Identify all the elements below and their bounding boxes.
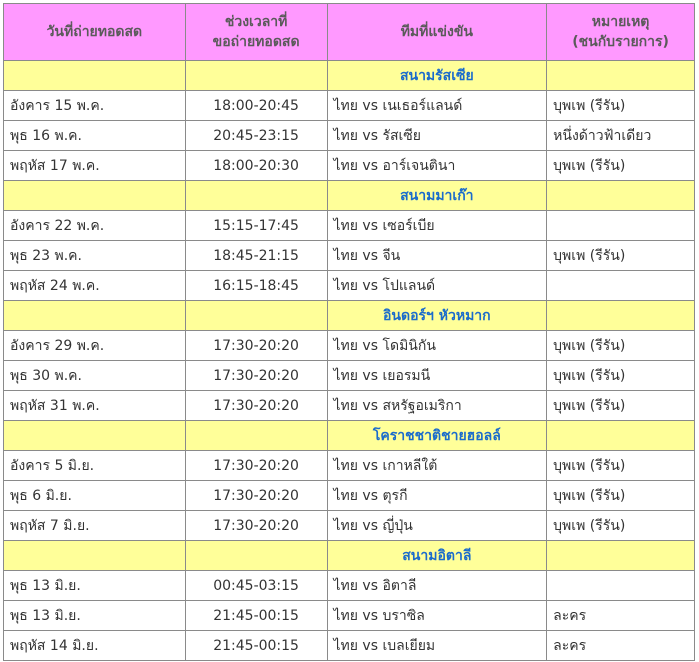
section-empty-cell [185, 421, 327, 451]
note-cell: บุพเพ (รีรัน) [547, 391, 695, 421]
schedule-row [4, 571, 695, 601]
schedule-row [4, 91, 695, 121]
match-cell: ไทย vs เบลเยียม [327, 631, 547, 661]
schedule-row [4, 211, 695, 241]
schedule-row [4, 511, 695, 541]
schedule-row [4, 121, 695, 151]
note-cell: บุพเพ (รีรัน) [547, 451, 695, 481]
schedule-row [4, 481, 695, 511]
match-cell: ไทย vs เยอรมนี [327, 361, 547, 391]
date-cell: พฤหัส 31 พ.ค. [4, 391, 186, 421]
date-cell: อังคาร 5 มิ.ย. [4, 451, 186, 481]
section-row [4, 181, 695, 211]
venue-title: อินดอร์ฯ หัวหมาก [327, 301, 547, 331]
schedule-row [4, 331, 695, 361]
section-empty-cell [185, 301, 327, 331]
section-empty-cell [185, 61, 327, 91]
venue-title: สนามมาเก๊า [327, 181, 547, 211]
broadcast-schedule-table [3, 3, 695, 661]
section-empty-cell [4, 541, 186, 571]
date-cell: พฤหัส 17 พ.ค. [4, 151, 186, 181]
time-cell: 17:30-20:20 [185, 451, 327, 481]
time-cell: 16:15-18:45 [185, 271, 327, 301]
date-cell: พฤหัส 7 มิ.ย. [4, 511, 186, 541]
time-cell: 17:30-20:20 [185, 331, 327, 361]
header-match-label: ทีมที่แข่งขัน [400, 24, 473, 40]
header-note-line2: (ชนกับรายการ) [572, 34, 669, 50]
date-cell: อังคาร 29 พ.ค. [4, 331, 186, 361]
note-cell: ละคร [547, 631, 695, 661]
section-empty-cell [4, 421, 186, 451]
note-cell: บุพเพ (รีรัน) [547, 331, 695, 361]
section-row [4, 61, 695, 91]
date-cell: พุธ 13 มิ.ย. [4, 601, 186, 631]
match-cell: ไทย vs เกาหลีใต้ [327, 451, 547, 481]
match-cell: ไทย vs รัสเซีย [327, 121, 547, 151]
venue-title: สนามอิตาลี [327, 541, 547, 571]
time-cell: 18:45-21:15 [185, 241, 327, 271]
header-row [4, 4, 695, 61]
date-cell: พุธ 30 พ.ค. [4, 361, 186, 391]
schedule-row [4, 391, 695, 421]
note-cell: บุพเพ (รีรัน) [547, 361, 695, 391]
schedule-row [4, 271, 695, 301]
schedule-row [4, 451, 695, 481]
header-time-line1: ช่วงเวลาที่ [224, 14, 288, 30]
section-empty-cell [547, 541, 695, 571]
time-cell: 17:30-20:20 [185, 361, 327, 391]
schedule-row [4, 601, 695, 631]
note-cell: บุพเพ (รีรัน) [547, 481, 695, 511]
date-cell: อังคาร 15 พ.ค. [4, 91, 186, 121]
date-cell: พฤหัส 24 พ.ค. [4, 271, 186, 301]
schedule-row [4, 361, 695, 391]
note-cell [547, 271, 695, 301]
time-cell: 21:45-00:15 [185, 631, 327, 661]
date-cell: พุธ 13 มิ.ย. [4, 571, 186, 601]
match-cell: ไทย vs เซอร์เบีย [327, 211, 547, 241]
match-cell: ไทย vs โปแลนด์ [327, 271, 547, 301]
section-row [4, 301, 695, 331]
note-cell: บุพเพ (รีรัน) [547, 241, 695, 271]
match-cell: ไทย vs บราซิล [327, 601, 547, 631]
note-cell: บุพเพ (รีรัน) [547, 151, 695, 181]
schedule-row [4, 151, 695, 181]
note-cell: บุพเพ (รีรัน) [547, 91, 695, 121]
match-cell: ไทย vs เนเธอร์แลนด์ [327, 91, 547, 121]
date-cell: พุธ 23 พ.ค. [4, 241, 186, 271]
match-cell: ไทย vs อิตาลี [327, 571, 547, 601]
section-empty-cell [4, 301, 186, 331]
section-empty-cell [547, 421, 695, 451]
note-cell [547, 571, 695, 601]
venue-title: สนามรัสเซีย [327, 61, 547, 91]
time-cell: 17:30-20:20 [185, 481, 327, 511]
time-cell: 18:00-20:45 [185, 91, 327, 121]
note-cell [547, 211, 695, 241]
time-cell: 15:15-17:45 [185, 211, 327, 241]
time-cell: 18:00-20:30 [185, 151, 327, 181]
match-cell: ไทย vs จีน [327, 241, 547, 271]
time-cell: 17:30-20:20 [185, 511, 327, 541]
section-empty-cell [547, 61, 695, 91]
time-cell: 21:45-00:15 [185, 601, 327, 631]
header-note [547, 4, 695, 61]
section-row [4, 421, 695, 451]
section-empty-cell [547, 301, 695, 331]
date-cell: อังคาร 22 พ.ค. [4, 211, 186, 241]
date-cell: พุธ 6 มิ.ย. [4, 481, 186, 511]
schedule-row [4, 631, 695, 661]
date-cell: พฤหัส 14 มิ.ย. [4, 631, 186, 661]
section-empty-cell [185, 541, 327, 571]
section-row [4, 541, 695, 571]
header-match [327, 4, 547, 61]
header-date [4, 4, 186, 61]
match-cell: ไทย vs อาร์เจนตินา [327, 151, 547, 181]
match-cell: ไทย vs ญี่ปุ่น [327, 511, 547, 541]
match-cell: ไทย vs สหรัฐอเมริกา [327, 391, 547, 421]
header-date-label: วันที่ถ่ายทอดสด [46, 24, 143, 40]
note-cell: ละคร [547, 601, 695, 631]
time-cell: 00:45-03:15 [185, 571, 327, 601]
date-cell: พุธ 16 พ.ค. [4, 121, 186, 151]
section-empty-cell [4, 61, 186, 91]
section-empty-cell [185, 181, 327, 211]
time-cell: 17:30-20:20 [185, 391, 327, 421]
header-time [185, 4, 327, 61]
match-cell: ไทย vs ตุรกี [327, 481, 547, 511]
note-cell: บุพเพ (รีรัน) [547, 511, 695, 541]
header-time-line2: ขอถ่ายทอดสด [212, 34, 300, 50]
schedule-row [4, 241, 695, 271]
section-empty-cell [4, 181, 186, 211]
venue-title: โคราชชาติชายฮอลล์ [327, 421, 547, 451]
match-cell: ไทย vs โดมินิกัน [327, 331, 547, 361]
time-cell: 20:45-23:15 [185, 121, 327, 151]
section-empty-cell [547, 181, 695, 211]
header-note-line1: หมายเหตุ [591, 14, 650, 30]
note-cell: หนึ่งด้าวฟ้าเดียว [547, 121, 695, 151]
